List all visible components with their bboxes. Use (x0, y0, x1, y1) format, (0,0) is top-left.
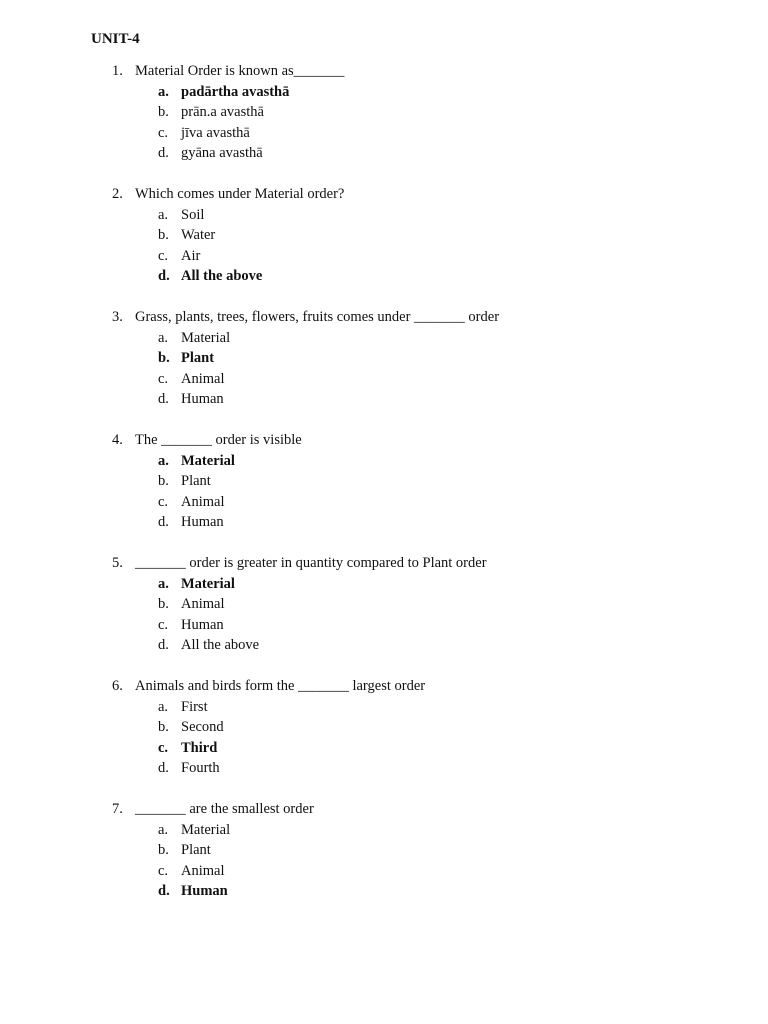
option-text: padārtha avasthā (181, 83, 290, 100)
option-letter: a. (158, 575, 169, 592)
answer-option-correct (158, 349, 214, 367)
answer-option (158, 493, 225, 511)
option-letter: b. (158, 227, 169, 244)
question-text (112, 677, 425, 695)
option-letter: a. (158, 452, 169, 469)
question-number: 3. (112, 309, 123, 325)
option-letter: d. (158, 268, 170, 285)
answer-option (158, 821, 230, 839)
option-text: Fourth (181, 760, 220, 777)
option-letter: a. (158, 329, 169, 346)
option-text: Animal (181, 370, 225, 387)
option-text: prān.a avasthā (181, 104, 264, 121)
question-number: 2. (112, 186, 123, 202)
option-text: Water (181, 227, 216, 244)
option-letter: c. (158, 370, 169, 387)
answer-option (158, 862, 225, 880)
answer-option-correct (158, 739, 217, 757)
option-text: Material (181, 575, 235, 592)
option-text: Animal (181, 493, 225, 510)
question-number: 4. (112, 432, 123, 448)
answer-option-correct (158, 575, 235, 593)
option-text: jīva avasthā (181, 124, 250, 141)
option-letter: c. (158, 124, 169, 141)
answer-option (158, 472, 211, 490)
option-text: gyāna avasthā (181, 145, 263, 162)
option-text: Plant (181, 473, 211, 490)
answer-option (158, 124, 250, 142)
answer-option (158, 247, 200, 265)
option-text: Animal (181, 596, 225, 613)
option-letter: a. (158, 821, 169, 838)
question-number: 5. (112, 555, 123, 571)
answer-option (158, 718, 224, 736)
option-letter: d. (158, 145, 169, 162)
question-text (112, 62, 344, 80)
answer-option (158, 390, 224, 408)
option-letter: c. (158, 862, 169, 879)
question-stem: Animals and birds form the _______ largest order (135, 678, 426, 694)
answer-option (158, 595, 225, 613)
option-letter: b. (158, 719, 169, 736)
option-letter: d. (158, 760, 169, 777)
option-text: Animal (181, 862, 225, 879)
answer-option (158, 759, 220, 777)
question-text (112, 431, 302, 449)
question-text (112, 308, 499, 326)
answer-option (158, 636, 259, 654)
option-letter: d. (158, 514, 169, 531)
answer-option-correct (158, 83, 289, 101)
answer-option (158, 513, 224, 531)
option-letter: c. (158, 616, 169, 633)
answer-option (158, 841, 211, 859)
option-letter: b. (158, 842, 169, 859)
option-letter: c. (158, 493, 169, 510)
option-text: Human (181, 883, 228, 900)
answer-option (158, 144, 263, 162)
option-text: Material (181, 452, 235, 469)
option-text: Soil (181, 206, 205, 223)
unit-title: UNIT-4 (91, 31, 140, 47)
answer-option (158, 206, 204, 224)
option-letter: a. (158, 83, 169, 100)
option-letter: b. (158, 350, 170, 367)
option-letter: c. (158, 247, 169, 264)
answer-option-correct (158, 452, 235, 470)
option-text: Human (181, 514, 224, 531)
option-letter: a. (158, 698, 169, 715)
question-number: 6. (112, 678, 123, 694)
question-text (112, 800, 314, 818)
question-stem: Which comes under Material order? (135, 186, 345, 202)
option-text: Material (181, 329, 231, 346)
answer-option (158, 329, 230, 347)
question-number: 7. (112, 801, 123, 817)
question-text (112, 185, 344, 203)
option-letter: b. (158, 473, 169, 490)
option-text: All the above (181, 637, 260, 654)
option-letter: c. (158, 739, 169, 756)
answer-option (158, 370, 225, 388)
answer-option (158, 103, 264, 121)
option-text: Plant (181, 842, 211, 859)
answer-option (158, 616, 224, 634)
answer-option-correct (158, 882, 228, 900)
option-letter: d. (158, 883, 170, 900)
option-text: Air (181, 247, 201, 264)
question-stem: The _______ order is visible (135, 432, 302, 448)
option-text: Second (181, 719, 224, 736)
option-text: Material (181, 821, 231, 838)
option-text: First (181, 698, 208, 715)
option-letter: a. (158, 206, 169, 223)
option-letter: d. (158, 391, 169, 408)
answer-option (158, 226, 215, 244)
question-stem: _______ order is greater in quantity compared to Plant order (135, 555, 487, 571)
option-text: Human (181, 616, 224, 633)
answer-option-correct (158, 267, 262, 285)
option-letter: d. (158, 637, 169, 654)
answer-option (158, 698, 208, 716)
option-text: Plant (181, 350, 215, 367)
option-text: Human (181, 391, 224, 408)
option-letter: b. (158, 104, 169, 121)
option-text: All the above (181, 268, 263, 285)
question-stem: _______ are the smallest order (135, 801, 314, 817)
question-text (112, 554, 487, 572)
option-text: Third (181, 739, 218, 756)
question-stem: Material Order is known as_______ (135, 63, 345, 79)
question-stem: Grass, plants, trees, flowers, fruits comes under _______ order (135, 309, 500, 325)
option-letter: b. (158, 596, 169, 613)
question-number: 1. (112, 63, 123, 79)
